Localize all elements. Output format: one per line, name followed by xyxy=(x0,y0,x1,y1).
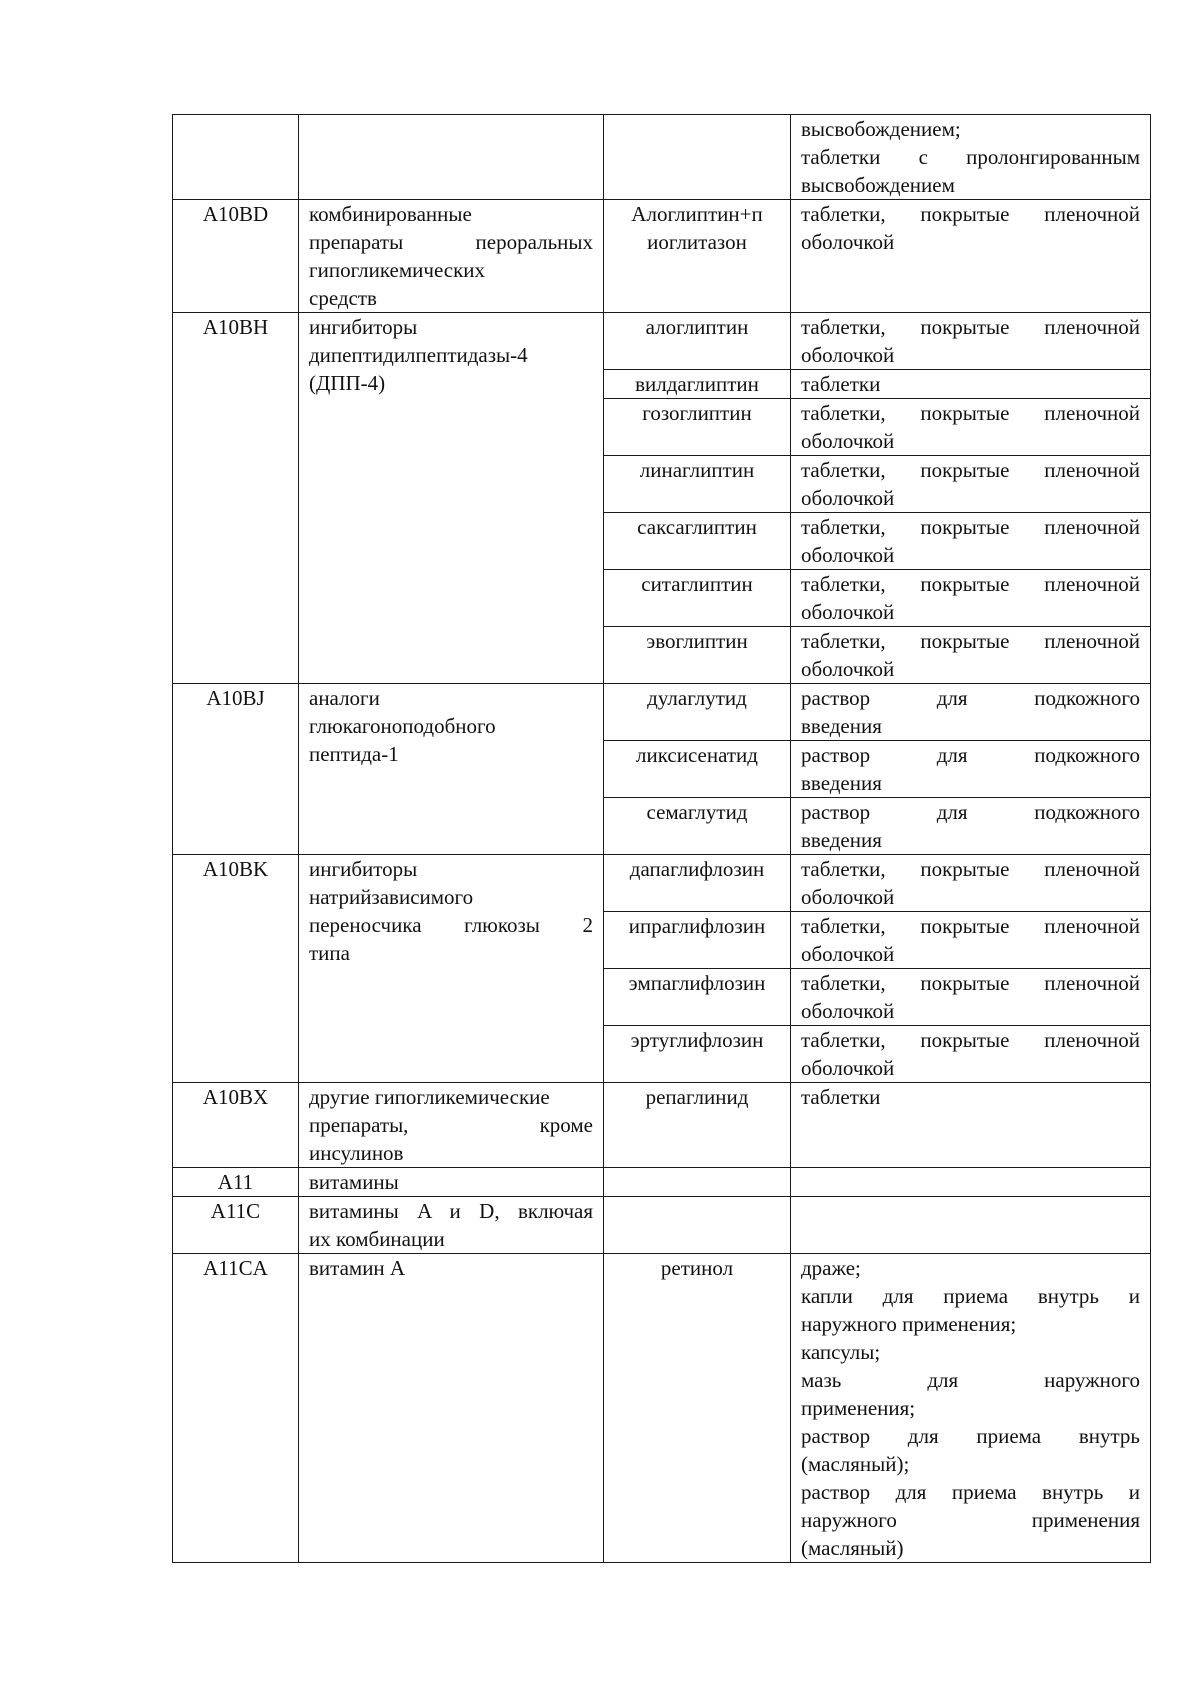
form-line: таблетки xyxy=(801,372,881,396)
group-line: типа xyxy=(309,941,350,965)
inn-cell: гозоглиптин xyxy=(604,399,791,456)
form-line: введения xyxy=(801,828,882,852)
form-line: таблетки, покрытые пленочной xyxy=(801,857,1140,881)
group-line: аналоги xyxy=(309,686,380,710)
form-line: оболочкой xyxy=(801,230,895,254)
form-line: оболочкой xyxy=(801,1056,895,1080)
dosage-form-cell xyxy=(791,1168,1151,1197)
table-row xyxy=(173,684,1151,741)
inn-cell xyxy=(604,1197,791,1254)
dosage-form-cell xyxy=(791,370,1151,399)
dosage-form-cell xyxy=(791,741,1151,798)
group-line: их комбинации xyxy=(309,1227,445,1251)
inn-cell: ипраглифлозин xyxy=(604,912,791,969)
inn-cell: ликсисенатид xyxy=(604,741,791,798)
group-line: гипогликемических xyxy=(309,258,486,282)
atc-code-cell: A10BH xyxy=(173,313,299,684)
table-row xyxy=(173,115,1151,200)
form-line: таблетки xyxy=(801,1085,881,1109)
form-line: таблетки с пролонгированным xyxy=(801,145,1140,169)
atc-code-cell xyxy=(173,115,299,200)
form-line: раствор для приема внутрь и xyxy=(801,1480,1140,1504)
table-row xyxy=(173,313,1151,370)
group-line: препараты, кроме xyxy=(309,1113,593,1137)
inn-line: иоглитазон xyxy=(647,230,747,254)
atc-code-cell: A11 xyxy=(173,1168,299,1197)
group-line: (ДПП-4) xyxy=(309,371,386,395)
form-line: раствор для подкожного xyxy=(801,686,1140,710)
dosage-form-cell xyxy=(791,200,1151,313)
inn-cell: алоглиптин xyxy=(604,313,791,370)
dosage-form-cell xyxy=(791,115,1151,200)
inn-cell: эмпаглифлозин xyxy=(604,969,791,1026)
group-line: препараты пероральных xyxy=(309,230,593,254)
table-row xyxy=(173,1254,1151,1563)
table-row xyxy=(173,200,1151,313)
form-line: таблетки, покрытые пленочной xyxy=(801,572,1140,596)
atc-code-cell: A10BX xyxy=(173,1083,299,1168)
group-line: переносчика глюкозы 2 xyxy=(309,913,593,937)
inn-cell: линаглиптин xyxy=(604,456,791,513)
document-page xyxy=(172,114,1151,1563)
inn-cell: ситаглиптин xyxy=(604,570,791,627)
group-line: пептида-1 xyxy=(309,742,399,766)
inn-line: Алоглиптин+п xyxy=(631,202,763,226)
table-row xyxy=(173,1083,1151,1168)
form-line: (масляный) xyxy=(801,1536,904,1560)
inn-cell: эвоглиптин xyxy=(604,627,791,684)
group-line: глюкагоноподобного xyxy=(309,714,496,738)
table-row xyxy=(173,1197,1151,1254)
form-line: оболочкой xyxy=(801,543,895,567)
atc-code-cell: A10BD xyxy=(173,200,299,313)
dosage-form-cell xyxy=(791,912,1151,969)
atc-group-cell xyxy=(299,313,604,684)
group-line: ингибиторы xyxy=(309,857,418,881)
form-line: капсулы; xyxy=(801,1340,881,1364)
form-line: (масляный); xyxy=(801,1452,910,1476)
atc-code-cell: A11C xyxy=(173,1197,299,1254)
group-line: средств xyxy=(309,286,377,310)
inn-cell: эртуглифлозин xyxy=(604,1026,791,1083)
inn-cell: дапаглифлозин xyxy=(604,855,791,912)
form-line: высвобождением xyxy=(801,173,955,197)
form-line: таблетки, покрытые пленочной xyxy=(801,971,1140,995)
form-line: раствор для приема внутрь xyxy=(801,1424,1140,1448)
dosage-form-cell xyxy=(791,1083,1151,1168)
group-line: витамины xyxy=(309,1170,399,1194)
atc-code-cell: A10BJ xyxy=(173,684,299,855)
inn-cell: ретинол xyxy=(604,1254,791,1563)
dosage-form-cell xyxy=(791,627,1151,684)
atc-group-cell xyxy=(299,1168,604,1197)
form-line: таблетки, покрытые пленочной xyxy=(801,629,1140,653)
form-line: таблетки, покрытые пленочной xyxy=(801,914,1140,938)
form-line: таблетки, покрытые пленочной xyxy=(801,515,1140,539)
form-line: раствор для подкожного xyxy=(801,743,1140,767)
form-line: таблетки, покрытые пленочной xyxy=(801,315,1140,339)
table-row xyxy=(173,1168,1151,1197)
form-line: таблетки, покрытые пленочной xyxy=(801,401,1140,425)
dosage-form-cell xyxy=(791,456,1151,513)
group-line: витамины A и D, включая xyxy=(309,1199,593,1223)
atc-group-cell xyxy=(299,1197,604,1254)
inn-cell: вилдаглиптин xyxy=(604,370,791,399)
form-line: введения xyxy=(801,771,882,795)
atc-group-cell xyxy=(299,1254,604,1563)
form-line: капли для приема внутрь и xyxy=(801,1284,1140,1308)
form-line: оболочкой xyxy=(801,885,895,909)
atc-code-cell: A11CA xyxy=(173,1254,299,1563)
inn-cell: дулаглутид xyxy=(604,684,791,741)
form-line: оболочкой xyxy=(801,657,895,681)
atc-group-cell xyxy=(299,115,604,200)
dosage-form-cell xyxy=(791,1254,1151,1563)
inn-cell: репаглинид xyxy=(604,1083,791,1168)
form-line: раствор для подкожного xyxy=(801,800,1140,824)
dosage-form-cell xyxy=(791,313,1151,370)
form-line: оболочкой xyxy=(801,999,895,1023)
form-line: таблетки, покрытые пленочной xyxy=(801,458,1140,482)
atc-code-cell: A10BK xyxy=(173,855,299,1083)
form-line: таблетки, покрытые пленочной xyxy=(801,1028,1140,1052)
form-line: оболочкой xyxy=(801,343,895,367)
dosage-form-cell xyxy=(791,1197,1151,1254)
form-line: наружного применения xyxy=(801,1508,1140,1532)
dosage-form-cell xyxy=(791,798,1151,855)
drug-table xyxy=(172,114,1151,1563)
form-line: высвобождением; xyxy=(801,117,961,141)
group-line: натрийзависимого xyxy=(309,885,474,909)
dosage-form-cell xyxy=(791,570,1151,627)
group-line: другие гипогликемические xyxy=(309,1085,550,1109)
inn-cell: саксаглиптин xyxy=(604,513,791,570)
form-line: наружного применения; xyxy=(801,1312,1017,1336)
form-line: применения; xyxy=(801,1396,916,1420)
table-row xyxy=(173,855,1151,912)
atc-group-cell xyxy=(299,1083,604,1168)
group-line: дипептидилпептидазы-4 xyxy=(309,343,528,367)
group-line: инсулинов xyxy=(309,1141,404,1165)
form-line: оболочкой xyxy=(801,429,895,453)
dosage-form-cell xyxy=(791,855,1151,912)
form-line: оболочкой xyxy=(801,942,895,966)
form-line: оболочкой xyxy=(801,600,895,624)
form-line: введения xyxy=(801,714,882,738)
group-line: ингибиторы xyxy=(309,315,418,339)
atc-group-cell xyxy=(299,684,604,855)
inn-cell xyxy=(604,115,791,200)
inn-cell xyxy=(604,200,791,313)
atc-group-cell xyxy=(299,200,604,313)
dosage-form-cell xyxy=(791,684,1151,741)
form-line: таблетки, покрытые пленочной xyxy=(801,202,1140,226)
form-line: драже; xyxy=(801,1256,861,1280)
group-line: витамин A xyxy=(309,1256,406,1280)
inn-cell xyxy=(604,1168,791,1197)
dosage-form-cell xyxy=(791,399,1151,456)
form-line: оболочкой xyxy=(801,486,895,510)
atc-group-cell xyxy=(299,855,604,1083)
inn-cell: семаглутид xyxy=(604,798,791,855)
dosage-form-cell xyxy=(791,969,1151,1026)
group-line: комбинированные xyxy=(309,202,472,226)
dosage-form-cell xyxy=(791,513,1151,570)
dosage-form-cell xyxy=(791,1026,1151,1083)
form-line: мазь для наружного xyxy=(801,1368,1140,1392)
